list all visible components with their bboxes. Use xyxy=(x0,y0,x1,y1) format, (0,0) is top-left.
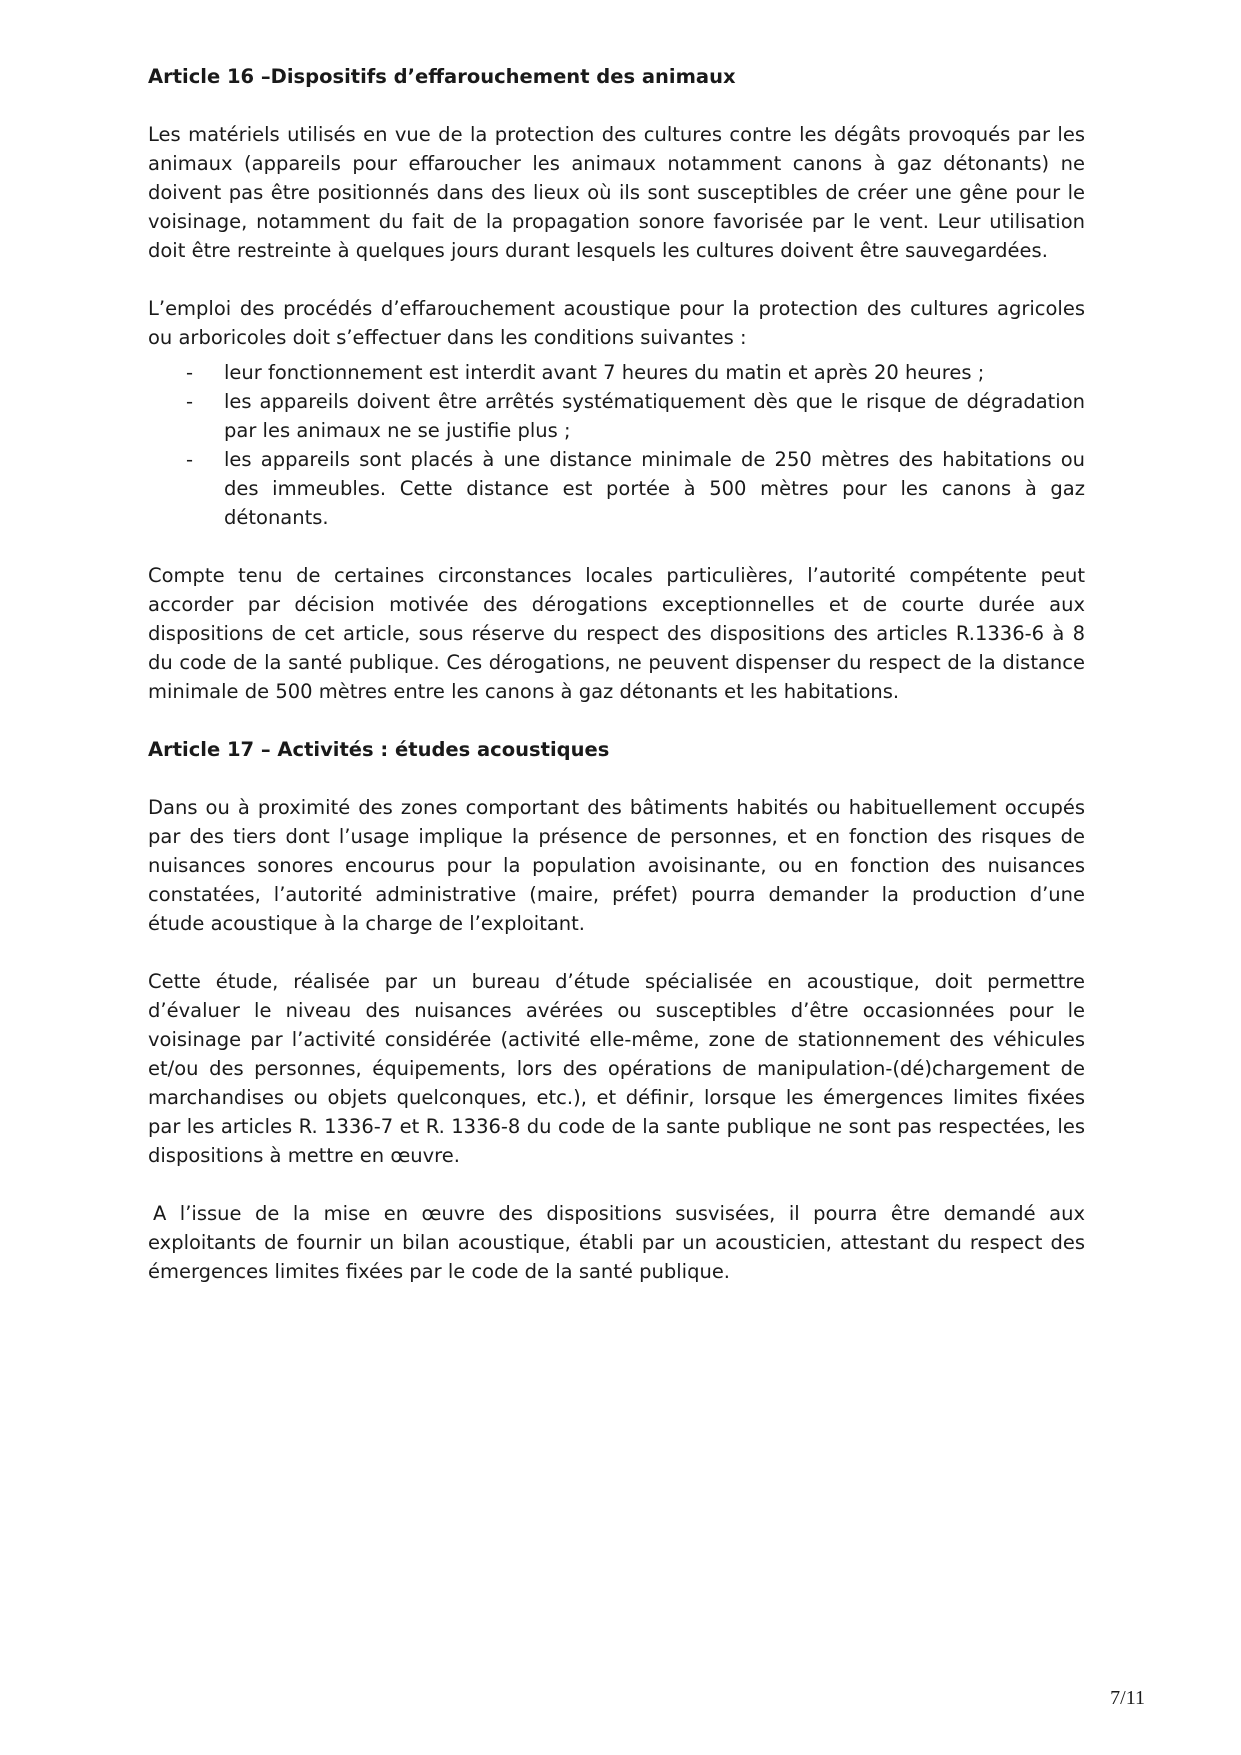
list-dash: - xyxy=(186,390,194,413)
article-16-paragraph-2: L’emploi des procédés d’effarouchement acoustique pour la protection des cultures agricoles ou arboricoles doit s’effectuer dans les conditions suivantes : xyxy=(148,297,1085,349)
article-16-title: Article 16 –Dispositifs d’effarouchement des animaux xyxy=(148,65,736,88)
article-16-conditions-list xyxy=(148,358,1085,532)
list-item xyxy=(148,387,1085,445)
article-17-paragraph-1: Dans ou à proximité des zones comportant des bâtiments habités ou habituellement occupés par des tiers dont l’usage implique la présence de personnes, et en fonction des risques de nuisances sonores encourus pour la population avoisinante, ou en fonction des nuisances constatées, l’autorité administrative (maire, préfet) pourra demander la production d’une étude acoustique à la charge de l’exploitant. xyxy=(148,796,1085,935)
article-17-paragraph-2: Cette étude, réalisée par un bureau d’étude spécialisée en acoustique, doit permettre d’évaluer le niveau des nuisances avérées ou susceptibles d’être occasionnées pour le voisinage par l’activité considérée (activité elle-même, zone de stationnement des véhicules et/ou des personnes, équipements, lors des opérations de manipulation-(dé)chargement de marchandises ou objets quelconques, etc.), et définir, lorsque les émergences limites fixées par les articles R. 1336-7 et R. 1336-8 du code de la sante publique ne sont pas respectées, les dispositions à mettre en œuvre. xyxy=(148,970,1085,1167)
list-dash: - xyxy=(186,448,194,471)
article-16 xyxy=(148,62,1085,706)
list-item-text: leur fonctionnement est interdit avant 7 heures du matin et après 20 heures ; xyxy=(224,361,985,384)
list-dash: - xyxy=(186,361,194,384)
article-17-paragraph-3: A l’issue de la mise en œuvre des dispositions susvisées, il pourra être demandé aux exploitants de fournir un bilan acoustique, établi par un acousticien, attestant du respect des émergences limites fixées par le code de la santé publique. xyxy=(148,1202,1085,1283)
article-17 xyxy=(148,735,1085,1286)
list-item-text: les appareils doivent être arrêtés systématiquement dès que le risque de dégradation par les animaux ne se justifie plus ; xyxy=(224,390,1085,442)
article-16-paragraph-3: Compte tenu de certaines circonstances locales particulières, l’autorité compétente peut accorder par décision motivée des dérogations exceptionnelles et de courte durée aux dispositions de cet article, sous réserve du respect des dispositions des articles R.1336-6 à 8 du code de la santé publique. Ces dérogations, ne peuvent dispenser du respect de la distance minimale de 500 mètres entre les canons à gaz détonants et les habitations. xyxy=(148,564,1085,703)
page-number: 7/11 xyxy=(1110,1687,1145,1709)
article-17-title: Article 17 – Activités : études acoustiques xyxy=(148,738,610,761)
article-16-paragraph-1: Les matériels utilisés en vue de la protection des cultures contre les dégâts provoqués par les animaux (appareils pour effaroucher les animaux notamment canons à gaz détonants) ne doivent pas être positionnés dans des lieux où ils sont susceptibles de créer une gêne pour le voisinage, notamment du fait de la propagation sonore favorisée par le vent. Leur utilisation doit être restreinte à quelques jours durant lesquels les cultures doivent être sauvegardées. xyxy=(148,123,1085,262)
list-item xyxy=(148,358,1085,387)
document-page xyxy=(148,62,1085,1315)
list-item-text: les appareils sont placés à une distance minimale de 250 mètres des habitations ou des immeubles. Cette distance est portée à 500 mètres pour les canons à gaz détonants. xyxy=(224,448,1085,529)
list-item xyxy=(148,445,1085,532)
